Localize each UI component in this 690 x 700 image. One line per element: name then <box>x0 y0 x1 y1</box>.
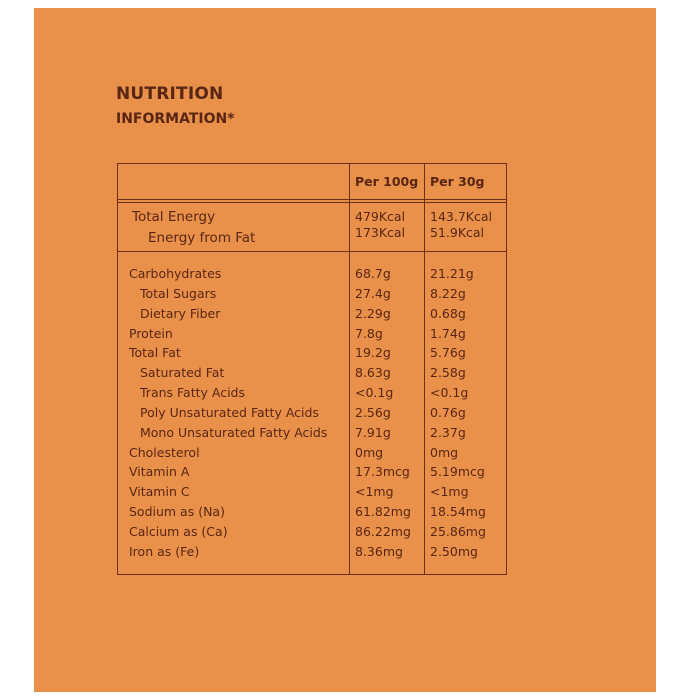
nutrient-per30: 5.76g <box>430 345 466 360</box>
page-subtitle: INFORMATION* <box>116 111 235 127</box>
nutrient-name: Vitamin C <box>129 484 190 499</box>
nutrient-name: Total Sugars <box>140 286 217 301</box>
nutrient-name: Calcium as (Ca) <box>129 524 228 539</box>
nutrient-name: Sodium as (Na) <box>129 504 225 519</box>
nutrient-name: Saturated Fat <box>140 365 225 380</box>
nutrient-per30: 2.50mg <box>430 544 478 559</box>
nutrient-per100: <0.1g <box>355 385 394 400</box>
nutrient-per100: 17.3mcg <box>355 464 410 479</box>
header-per-100g: Per 100g <box>355 174 419 189</box>
nutrient-per100: 0mg <box>355 445 384 460</box>
nutrient-per30: 2.58g <box>430 365 466 380</box>
nutrient-name: Poly Unsaturated Fatty Acids <box>140 405 319 420</box>
energy-label: Total Energy <box>132 209 216 225</box>
nutrient-per30: 25.86mg <box>430 524 486 539</box>
nutrient-per100: 2.29g <box>355 306 391 321</box>
column-divider <box>349 164 350 574</box>
nutrient-name: Cholesterol <box>129 445 200 460</box>
nutrient-per30: 21.21g <box>430 266 474 281</box>
nutrient-name: Trans Fatty Acids <box>140 385 246 400</box>
column-divider <box>424 164 425 574</box>
nutrient-per100: 19.2g <box>355 345 391 360</box>
header-divider <box>118 202 506 203</box>
energy-from-fat-label: Energy from Fat <box>148 230 256 246</box>
nutrient-per30: <1mg <box>430 484 469 499</box>
energy-from-fat-per100: 173Kcal <box>355 225 406 240</box>
nutrient-per30: 0.76g <box>430 405 466 420</box>
nutrition-table <box>117 163 507 575</box>
nutrient-name: Mono Unsaturated Fatty Acids <box>140 425 328 440</box>
nutrient-per30: 0.68g <box>430 306 466 321</box>
nutrient-per100: 8.36mg <box>355 544 403 559</box>
nutrient-per100: 2.56g <box>355 405 391 420</box>
energy-per30: 143.7Kcal <box>430 209 492 224</box>
energy-divider <box>118 251 506 252</box>
nutrient-name: Vitamin A <box>129 464 190 479</box>
nutrient-per100: 61.82mg <box>355 504 411 519</box>
energy-per100: 479Kcal <box>355 209 406 224</box>
energy-from-fat-per30: 51.9Kcal <box>430 225 485 240</box>
nutrient-per30: 0mg <box>430 445 459 460</box>
nutrient-name: Iron as (Fe) <box>129 544 200 559</box>
nutrient-per30: 8.22g <box>430 286 466 301</box>
nutrient-per100: <1mg <box>355 484 394 499</box>
nutrient-per30: 5.19mcg <box>430 464 485 479</box>
nutrient-per100: 7.91g <box>355 425 391 440</box>
nutrient-name: Total Fat <box>129 345 181 360</box>
nutrient-name: Protein <box>129 326 173 341</box>
nutrient-per100: 27.4g <box>355 286 391 301</box>
nutrient-per100: 86.22mg <box>355 524 411 539</box>
header-divider <box>118 199 506 200</box>
nutrient-name: Dietary Fiber <box>140 306 221 321</box>
page-title: NUTRITION <box>116 84 224 104</box>
nutrient-per100: 7.8g <box>355 326 383 341</box>
nutrient-per30: 1.74g <box>430 326 466 341</box>
nutrient-per100: 8.63g <box>355 365 391 380</box>
nutrient-per30: 2.37g <box>430 425 466 440</box>
nutrient-per30: 18.54mg <box>430 504 486 519</box>
header-per-30g: Per 30g <box>430 174 485 189</box>
nutrient-per100: 68.7g <box>355 266 391 281</box>
nutrient-name: Carbohydrates <box>129 266 222 281</box>
nutrient-per30: <0.1g <box>430 385 469 400</box>
